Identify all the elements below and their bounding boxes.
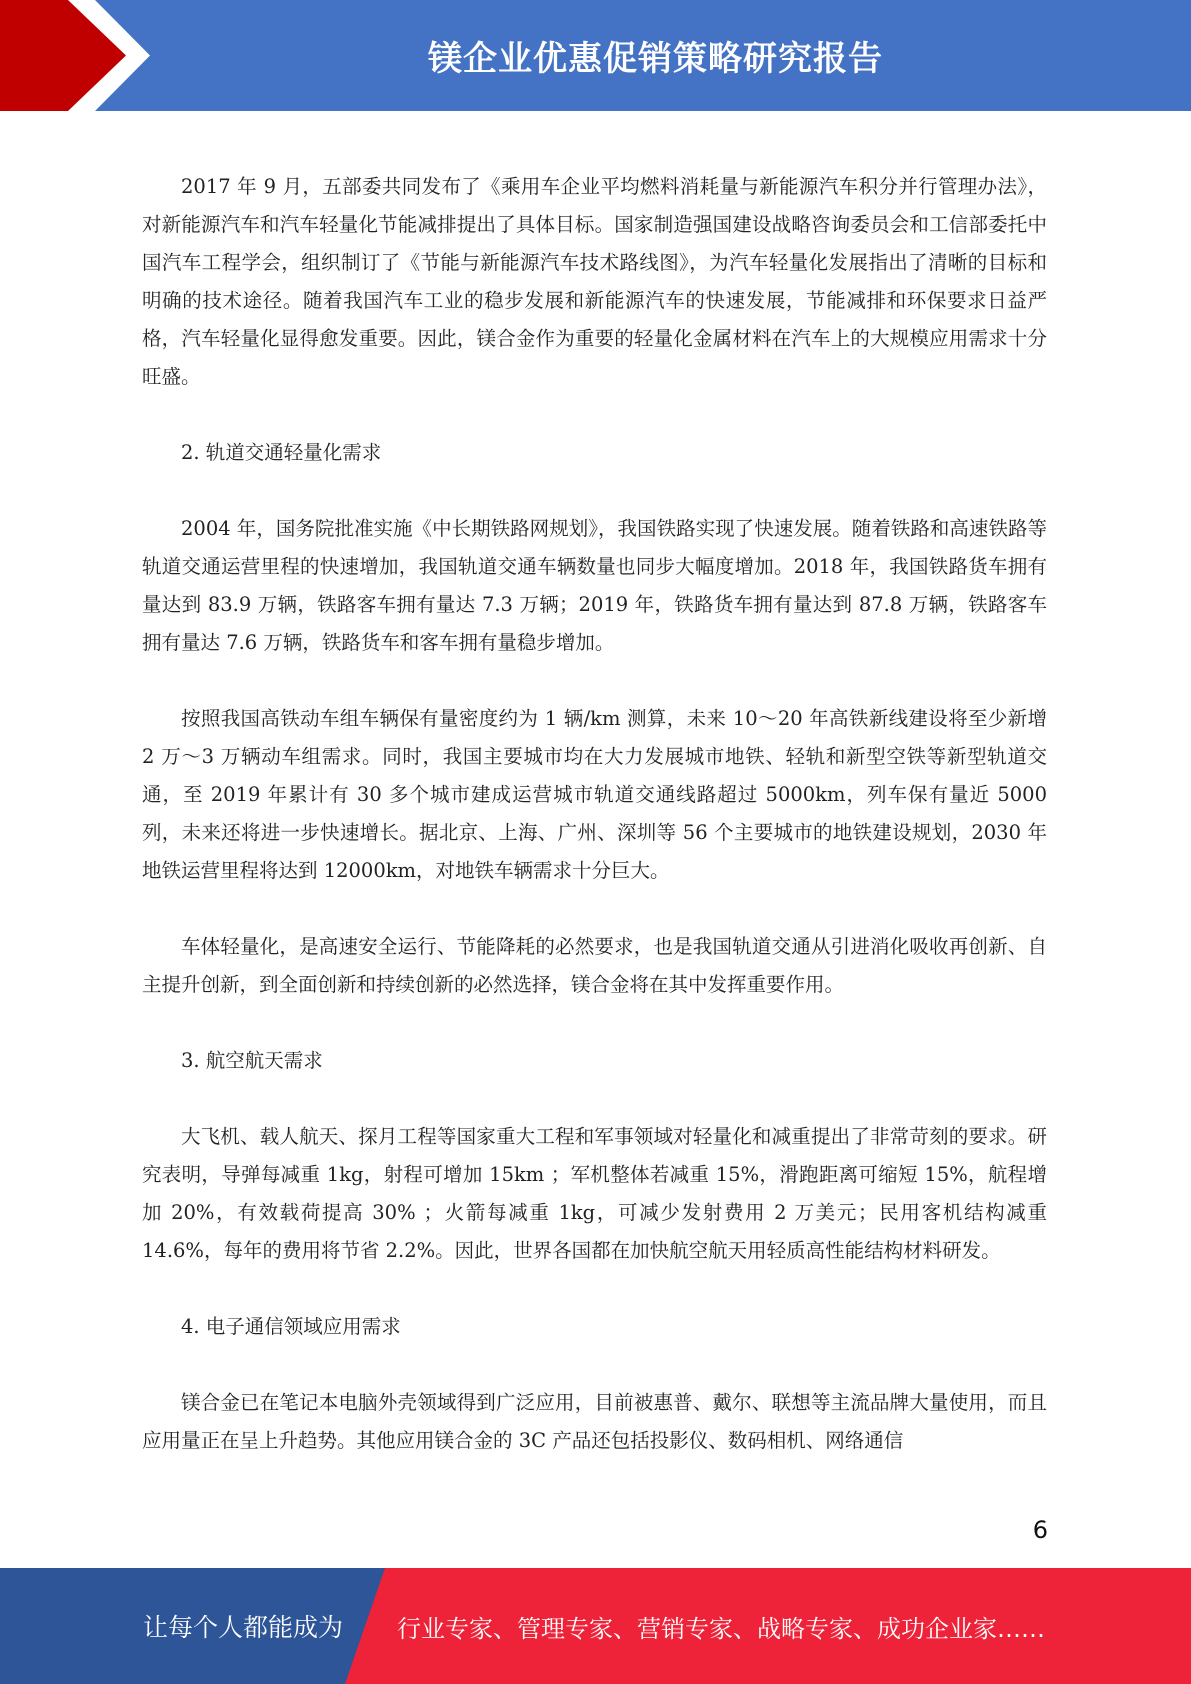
body-content	[142, 168, 1047, 1498]
header-band	[0, 0, 1191, 111]
red-chevron-decoration	[0, 0, 160, 111]
page-number: 6	[1032, 1516, 1048, 1544]
paragraph-auto-lightweighting: 2017 年 9 月，五部委共同发布了《乘用车企业平均燃料消耗量与新能源汽车积分并行管理办法》，对新能源汽车和汽车轻量化节能减排提出了具体目标。国家制造强国建设战略咨询委员会和工信部委托中国汽车工程学会，组织制订了《节能与新能源汽车技术路线图》，为汽车轻量化发展指出了清晰的目标和明确的技术途径。随着我国汽车工业的稳步发展和新能源汽车的快速发展，节能减排和环保要求日益严格，汽车轻量化显得愈发重要。因此，镁合金作为重要的轻量化金属材料在汽车上的大规模应用需求十分旺盛。	[142, 175, 1047, 388]
paragraph-rail-demand: 按照我国高铁动车组车辆保有量密度约为 1 辆/km 测算，未来 10～20 年高铁新线建设将至少新增 2 万～3 万辆动车组需求。同时，我国主要城市均在大力发展城市地铁、轻轨和新型空铁等新型轨道交通，至 2019 年累计有 30 多个城市建成运营城市轨道交通线路超过 5000km，列车保有量近 5000 列，未来还将进一步快速增长。据北京、上海、广州、深圳等 56 个主要城市的地铁建设规划，2030 年地铁运营里程将达到 12000km，对地铁车辆需求十分巨大。	[142, 707, 1047, 882]
section-heading-electronics: 4. 电子通信领域应用需求	[181, 1315, 401, 1338]
section-heading-aerospace: 3. 航空航天需求	[181, 1049, 323, 1072]
footer-slogan-left: 让每个人都能成为	[143, 1613, 344, 1642]
paragraph-rail-growth: 2004 年，国务院批准实施《中长期铁路网规划》，我国铁路实现了快速发展。随着铁路和高速铁路等轨道交通运营里程的快速增加，我国轨道交通车辆数量也同步大幅度增加。2018 年，我国铁路货车拥有量达到 83.9 万辆，铁路客车拥有量达 7.3 万辆；2019 年，铁路货车拥有量达到 87.8 万辆，铁路客车拥有量达 7.6 万辆，铁路货车和客车拥有量稳步增加。	[142, 517, 1047, 654]
section-heading-rail: 2. 轨道交通轻量化需求	[181, 441, 382, 464]
footer-band	[0, 1568, 1191, 1684]
paragraph-electronics: 镁合金已在笔记本电脑外壳领域得到广泛应用，目前被惠普、戴尔、联想等主流品牌大量使用，而且应用量正在呈上升趋势。其他应用镁合金的 3C 产品还包括投影仪、数码相机、网络通信	[142, 1391, 1047, 1452]
paragraph-rail-lightweighting: 车体轻量化，是高速安全运行、节能降耗的必然要求，也是我国轨道交通从引进消化吸收再创新、自主提升创新，到全面创新和持续创新的必然选择，镁合金将在其中发挥重要作用。	[142, 935, 1047, 996]
document-title: 镁企业优惠促销策略研究报告	[428, 39, 883, 79]
footer-slogan-right: 行业专家、管理专家、营销专家、战略专家、成功企业家……	[397, 1614, 1045, 1643]
paragraph-aerospace: 大飞机、载人航天、探月工程等国家重大工程和军事领域对轻量化和减重提出了非常苛刻的要求。研究表明，导弹每减重 1kg，射程可增加 15km ；军机整体若减重 15%，滑跑距离可缩短 15%，航程增加 20%，有效载荷提高 30% ；火箭每减重 1kg，可减少发射费用 2 万美元；民用客机结构减重 14.6%，每年的费用将节省 2.2%。因此，世界各国都在加快航空航天用轻质高性能结构材料研发。	[142, 1125, 1047, 1262]
